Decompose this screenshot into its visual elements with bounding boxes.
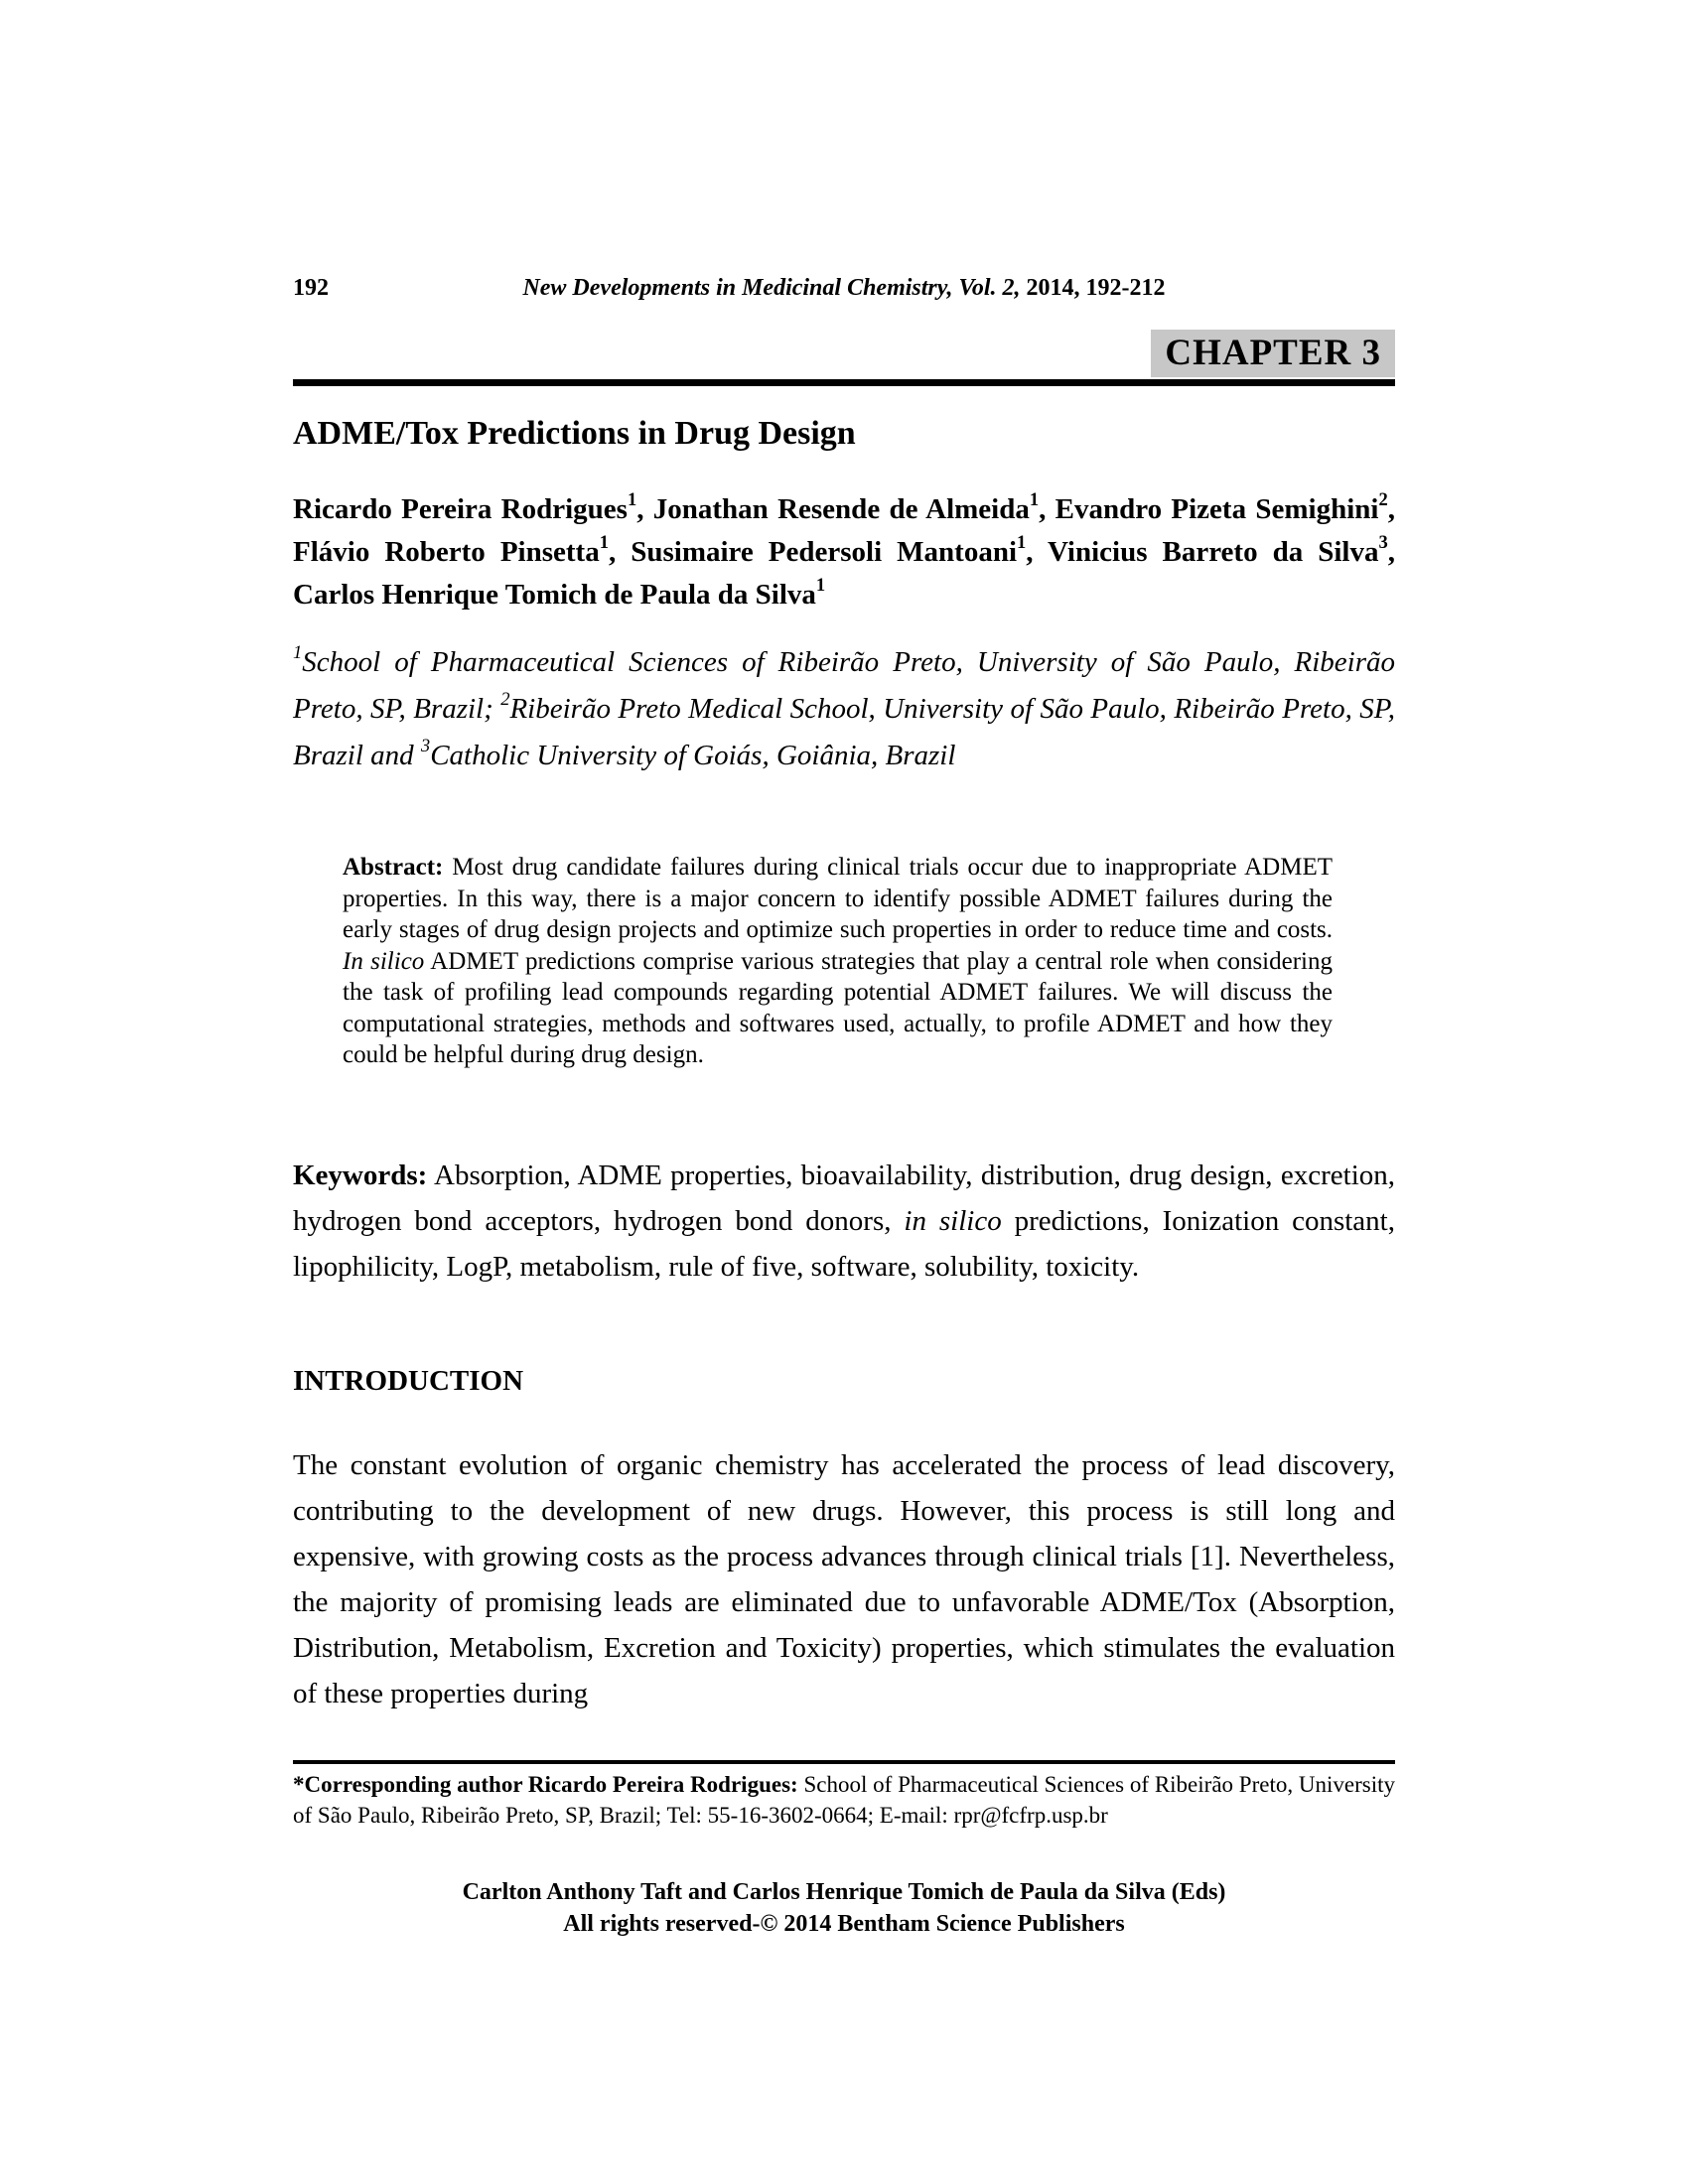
author-affiliation-mark: 1 [1029,489,1040,511]
journal-title: New Developments in Medicinal Chemistry, Vol. 2, [522,275,1027,301]
keywords-label: Keywords: [293,1160,428,1191]
author-name: , Flávio Roberto Pinsetta [293,493,1395,568]
abstract-text: ADMET predictions comprise various strategies that play a central role when considering the task of profiling lead compounds regarding potential ADMET failures. We will discuss the computational strategies, methods and softwares used, actually, to profile ADMET and how they could be helpful during drug design. [343,947,1333,1068]
running-header [293,274,1395,304]
book-footer [293,1876,1395,1940]
corresponding-author-text: School of Pharmaceutical Sciences of Ribeirão Preto, University of São Paulo, Ribeirão Preto, SP, Brazil; Tel: 55-16-3602-0664; E-mail: rpr@fcfrp.usp.br [293,1772,1395,1828]
header-rule [293,379,1395,386]
author-list [293,488,1395,616]
abstract-label: Abstract: [343,854,444,881]
author-affiliation-mark: 1 [627,489,637,511]
keywords [293,1153,1395,1290]
affiliation-mark: 3 [420,736,431,757]
author-name: , Jonathan Resende de Almeida [636,493,1030,525]
author-name: , Vinicius Barreto da Silva [1026,536,1379,568]
affiliation-mark: 2 [500,689,510,711]
affiliation-list [293,639,1395,779]
keywords-text: predictions, Ionization constant, lipophilicity, LogP, metabolism, rule of five, software, solubility, toxicity. [293,1205,1395,1283]
author-affiliation-mark: 2 [1378,489,1388,511]
author-name: Ricardo Pereira Rodrigues [293,493,628,525]
affiliation-text: Catholic University of Goiás, Goiânia, Brazil [430,740,956,771]
abstract-text: Most drug candidate failures during clinical trials occur due to inappropriate ADMET properties. In this way, there is a major concern to identify possible ADMET failures during the early stages of drug design projects and optimize such properties in order to reduce time and costs. [343,854,1333,943]
author-name: , Evandro Pizeta Semighini [1039,493,1379,525]
abstract-italic-phrase: In silico [343,947,425,975]
keywords-text: Absorption, ADME properties, bioavailability, distribution, drug design, excretion, hydrogen bond acceptors, hydrogen bond donors, [293,1160,1395,1237]
introduction-paragraph: The constant evolution of organic chemistry has accelerated the process of lead discovery, contributing to the development of new drugs. However, this process is still long and expensive, with growing costs as the process advances through clinical trials [1]. Nevertheless, the majority of promising leads are eliminated due to unfavorable ADME/Tox (Absorption, Distribution, Metabolism, Excretion and Toxicity) properties, which stimulates the evaluation of these properties during [293,1449,1395,1709]
affiliation-mark: 1 [293,642,303,664]
chapter-badge: CHAPTER 3 [1151,330,1395,377]
abstract [343,852,1333,1071]
affiliation-text: Ribeirão Preto Medical School, University of São Paulo, Ribeirão Preto, SP, Brazil and [293,693,1395,771]
author-affiliation-mark: 1 [599,532,609,554]
author-affiliation-mark: 3 [1378,532,1388,554]
introduction-heading: INTRODUCTION [293,1365,524,1397]
author-affiliation-mark: 1 [1017,532,1027,554]
author-affiliation-mark: 1 [815,575,826,597]
copyright-line: All rights reserved-© 2014 Bentham Science Publishers [563,1911,1125,1937]
footnote-rule [293,1760,1395,1764]
corresponding-author-label: *Corresponding author Ricardo Pereira Rodrigues: [293,1772,798,1797]
journal-year-pages: 2014, 192-212 [1026,275,1166,301]
keywords-italic-phrase: in silico [904,1205,1002,1237]
page-number: 192 [293,275,329,301]
journal-reference [293,274,1395,302]
chapter-badge-row [293,330,1395,377]
author-name: , Carlos Henrique Tomich de Paula da Silva [293,536,1396,611]
author-name: , Susimaire Pedersoli Mantoani [608,536,1018,568]
corresponding-author-footnote [293,1769,1395,1831]
chapter-title: ADME/Tox Predictions in Drug Design [293,415,856,452]
affiliation-text: School of Pharmaceutical Sciences of Ribeirão Preto, University of São Paulo, Ribeirão Preto, SP, Brazil; [293,646,1395,725]
editors-line: Carlton Anthony Taft and Carlos Henrique Tomich de Paula da Silva (Eds) [462,1879,1226,1905]
